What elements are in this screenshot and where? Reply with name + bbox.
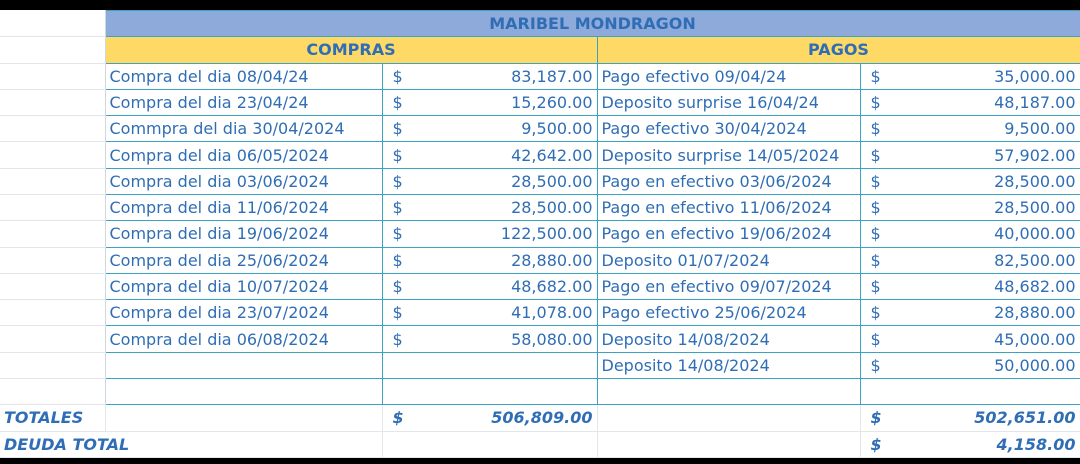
compra-amount-cell[interactable] <box>382 273 597 299</box>
pago-amount-cell[interactable] <box>860 116 1080 142</box>
row-gutter-cell[interactable] <box>0 273 105 299</box>
compra-description[interactable]: Compra del dia 06/08/2024 <box>105 326 382 352</box>
compra-description[interactable]: Compra del dia 06/05/2024 <box>105 142 382 168</box>
compras-header[interactable]: COMPRAS <box>105 37 597 63</box>
cell[interactable] <box>0 11 105 37</box>
pago-description[interactable]: Deposito 01/07/2024 <box>597 247 860 273</box>
currency-symbol: $ <box>870 355 881 375</box>
pago-description[interactable]: Pago en efectivo 03/06/2024 <box>597 168 860 194</box>
pago-description[interactable]: Deposito 14/08/2024 <box>597 352 860 378</box>
compra-description[interactable]: Compra del dia 11/06/2024 <box>105 194 382 220</box>
pago-amount-cell[interactable] <box>860 168 1080 194</box>
compra-amount: 28,500.00 <box>511 171 593 191</box>
total-pagos-cell[interactable] <box>860 405 1080 431</box>
cell[interactable] <box>597 431 860 458</box>
currency-symbol: $ <box>870 434 882 454</box>
spreadsheet-grid <box>0 10 1080 458</box>
pago-amount: 48,187.00 <box>994 92 1076 112</box>
compra-amount-cell[interactable] <box>382 168 597 194</box>
compra-amount: 42,642.00 <box>511 145 593 165</box>
row-gutter-cell[interactable] <box>0 247 105 273</box>
cell[interactable] <box>105 405 382 431</box>
currency-symbol: $ <box>870 329 881 349</box>
currency-symbol: $ <box>392 171 403 191</box>
table-row <box>0 326 1080 352</box>
currency-symbol: $ <box>392 224 403 244</box>
compra-amount-cell[interactable] <box>382 352 597 378</box>
currency-symbol: $ <box>870 303 881 323</box>
currency-symbol: $ <box>392 276 403 296</box>
currency-symbol: $ <box>392 250 403 270</box>
compra-description[interactable]: Compra del dia 23/07/2024 <box>105 300 382 326</box>
currency-symbol: $ <box>392 145 403 165</box>
compra-description[interactable] <box>105 352 382 378</box>
row-gutter-cell[interactable] <box>0 378 105 404</box>
currency-symbol: $ <box>870 119 881 139</box>
row-gutter-cell[interactable] <box>0 194 105 220</box>
pago-amount-cell[interactable] <box>860 221 1080 247</box>
compra-amount-cell[interactable] <box>382 247 597 273</box>
currency-symbol: $ <box>392 92 403 112</box>
table-row <box>0 247 1080 273</box>
row-gutter-cell[interactable] <box>0 89 105 115</box>
table-row <box>0 142 1080 168</box>
pago-amount: 57,902.00 <box>994 145 1076 165</box>
row-gutter-cell[interactable] <box>0 63 105 89</box>
compra-amount: 122,500.00 <box>500 224 593 244</box>
currency-symbol: $ <box>870 66 881 86</box>
pago-amount-cell[interactable] <box>860 300 1080 326</box>
currency-symbol: $ <box>870 92 881 112</box>
row-gutter-cell[interactable] <box>0 221 105 247</box>
total-compras: 506,809.00 <box>491 408 593 428</box>
pagos-header[interactable]: PAGOS <box>597 37 1080 63</box>
table-row <box>0 63 1080 89</box>
pago-amount-cell[interactable] <box>860 63 1080 89</box>
pago-amount-cell[interactable] <box>860 273 1080 299</box>
cell[interactable] <box>0 37 105 63</box>
pago-amount-cell[interactable] <box>860 352 1080 378</box>
currency-symbol: $ <box>870 198 881 218</box>
pago-amount: 35,000.00 <box>994 66 1076 86</box>
compra-amount-cell[interactable] <box>382 89 597 115</box>
currency-symbol: $ <box>392 408 404 428</box>
row-gutter-cell[interactable] <box>0 352 105 378</box>
pago-description[interactable]: Pago en efectivo 19/06/2024 <box>597 221 860 247</box>
deuda-total-cell[interactable] <box>860 431 1080 458</box>
pago-amount: 45,000.00 <box>994 329 1076 349</box>
row-gutter-cell[interactable] <box>0 168 105 194</box>
table-row <box>0 273 1080 299</box>
currency-symbol: $ <box>392 303 403 323</box>
currency-symbol: $ <box>870 171 881 191</box>
pago-amount: 50,000.00 <box>994 355 1076 375</box>
compra-amount-cell[interactable] <box>382 221 597 247</box>
currency-symbol: $ <box>870 145 881 165</box>
pago-description[interactable]: Pago en efectivo 11/06/2024 <box>597 194 860 220</box>
currency-symbol: $ <box>870 408 882 428</box>
compra-amount-cell[interactable] <box>382 300 597 326</box>
compra-description[interactable]: Compra del dia 10/07/2024 <box>105 273 382 299</box>
pago-amount: 28,500.00 <box>994 171 1076 191</box>
pago-description[interactable] <box>597 378 860 404</box>
title-row <box>0 11 1080 37</box>
compra-amount-cell[interactable] <box>382 116 597 142</box>
compra-amount-cell[interactable] <box>382 142 597 168</box>
compra-amount-cell[interactable] <box>382 326 597 352</box>
table-row <box>0 221 1080 247</box>
table-row <box>0 300 1080 326</box>
row-gutter-cell[interactable] <box>0 116 105 142</box>
table-row <box>0 116 1080 142</box>
deuda-total: 4,158.00 <box>996 434 1076 454</box>
row-gutter-cell[interactable] <box>0 300 105 326</box>
totals-row <box>0 405 1080 431</box>
deuda-label[interactable]: DEUDA TOTAL <box>0 431 382 458</box>
compra-amount-cell[interactable] <box>382 378 597 404</box>
section-header-row <box>0 37 1080 63</box>
currency-symbol: $ <box>392 66 403 86</box>
pago-amount-cell[interactable] <box>860 89 1080 115</box>
pago-amount: 28,500.00 <box>994 198 1076 218</box>
compra-description[interactable]: Commpra del dia 30/04/2024 <box>105 116 382 142</box>
compra-amount: 83,187.00 <box>511 66 593 86</box>
pago-amount: 40,000.00 <box>994 224 1076 244</box>
total-compras-cell[interactable] <box>382 405 597 431</box>
compra-amount: 41,078.00 <box>511 303 593 323</box>
row-gutter-cell[interactable] <box>0 142 105 168</box>
compra-amount: 28,500.00 <box>511 198 593 218</box>
total-pagos: 502,651.00 <box>974 408 1076 428</box>
pago-description[interactable]: Deposito surprise 16/04/24 <box>597 89 860 115</box>
pago-description[interactable]: Pago efectivo 30/04/2024 <box>597 116 860 142</box>
currency-symbol: $ <box>392 198 403 218</box>
pago-amount-cell[interactable] <box>860 326 1080 352</box>
totales-label[interactable]: TOTALES <box>0 405 105 431</box>
table-row <box>0 89 1080 115</box>
currency-symbol: $ <box>870 224 881 244</box>
pago-description[interactable]: Pago en efectivo 09/07/2024 <box>597 273 860 299</box>
compra-description[interactable]: Compra del dia 08/04/24 <box>105 63 382 89</box>
compra-amount: 15,260.00 <box>511 92 593 112</box>
compra-amount: 9,500.00 <box>521 119 593 139</box>
pago-amount-cell[interactable] <box>860 247 1080 273</box>
currency-symbol: $ <box>392 329 403 349</box>
table-row <box>0 378 1080 404</box>
pago-amount: 82,500.00 <box>994 250 1076 270</box>
pago-description[interactable]: Deposito 14/08/2024 <box>597 326 860 352</box>
currency-symbol: $ <box>870 276 881 296</box>
cell[interactable] <box>382 431 597 458</box>
row-gutter-cell[interactable] <box>0 326 105 352</box>
pago-amount: 28,880.00 <box>994 303 1076 323</box>
pago-amount-cell[interactable] <box>860 142 1080 168</box>
table-row <box>0 194 1080 220</box>
compra-amount-cell[interactable] <box>382 63 597 89</box>
compra-description[interactable]: Compra del dia 25/06/2024 <box>105 247 382 273</box>
compra-amount-cell[interactable] <box>382 194 597 220</box>
table-row <box>0 168 1080 194</box>
compra-description[interactable] <box>105 378 382 404</box>
compra-description[interactable]: Compra del dia 23/04/24 <box>105 89 382 115</box>
pago-amount: 48,682.00 <box>994 276 1076 296</box>
pago-description[interactable]: Deposito surprise 14/05/2024 <box>597 142 860 168</box>
pago-amount: 9,500.00 <box>1004 119 1076 139</box>
deuda-row <box>0 431 1080 458</box>
table-row <box>0 352 1080 378</box>
compra-amount: 58,080.00 <box>511 329 593 349</box>
compra-amount: 28,880.00 <box>511 250 593 270</box>
pago-amount-cell[interactable] <box>860 378 1080 404</box>
pago-description[interactable]: Pago efectivo 25/06/2024 <box>597 300 860 326</box>
compra-description[interactable]: Compra del dia 03/06/2024 <box>105 168 382 194</box>
sheet-title[interactable]: MARIBEL MONDRAGON <box>105 11 1080 37</box>
compra-description[interactable]: Compra del dia 19/06/2024 <box>105 221 382 247</box>
pago-amount-cell[interactable] <box>860 194 1080 220</box>
currency-symbol: $ <box>392 119 403 139</box>
cell[interactable] <box>597 405 860 431</box>
compra-amount: 48,682.00 <box>511 276 593 296</box>
currency-symbol: $ <box>870 250 881 270</box>
pago-description[interactable]: Pago efectivo 09/04/24 <box>597 63 860 89</box>
